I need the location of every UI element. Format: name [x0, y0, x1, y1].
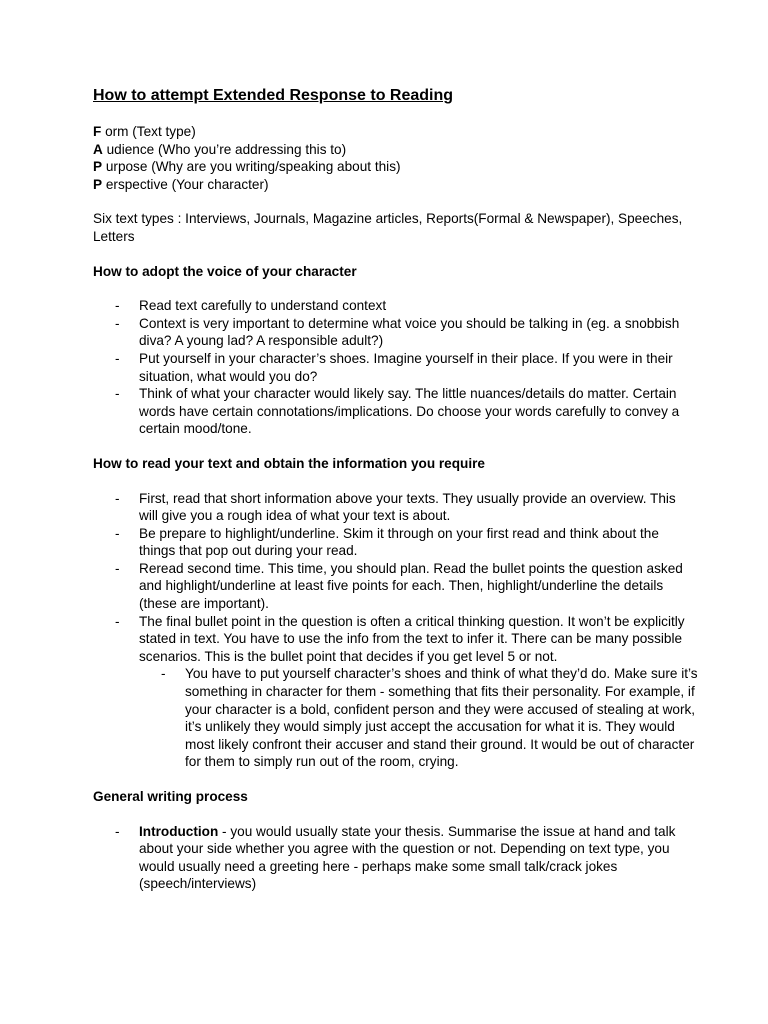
writing-list — [93, 823, 698, 893]
list-item-text: Context is very important to determine what voice you should be talking in (eg. a snobbish diva? A young lad? A responsible adult?) — [139, 315, 680, 349]
faps-letter: P — [93, 176, 103, 192]
section-heading-writing: General writing process — [93, 789, 248, 804]
intro-label: Introduction — [139, 823, 219, 839]
sub-list — [139, 665, 698, 771]
list-item — [93, 490, 698, 525]
document-title: How to attempt Extended Response to Reading — [93, 87, 454, 104]
list-item — [93, 297, 698, 315]
list-item — [93, 385, 698, 438]
dash-bullet: - — [115, 525, 120, 541]
faps-form — [93, 123, 698, 141]
intro-text: - you would usually state your thesis. Summarise the issue at hand and talk about your side whether you agree with the question or not. Depending on text type, you would usually need a greeting here - perhaps make some small talk/crack jokes (speech/interviews) — [139, 823, 676, 892]
dash-bullet: - — [115, 560, 120, 576]
dash-bullet: - — [115, 315, 120, 331]
faps-letter: A — [93, 141, 103, 157]
list-item — [93, 560, 698, 613]
dash-bullet: - — [115, 350, 120, 366]
section-heading-reading: How to read your text and obtain the information you require — [93, 455, 485, 471]
list-item-text: First, read that short information above your texts. They usually provide an overview. This will give you a rough idea of what your text is about. — [139, 490, 676, 524]
text-types-paragraph: Six text types : Interviews, Journals, Magazine articles, Reports(Formal & Newspaper), Speeches, Letters — [93, 211, 683, 244]
dash-bullet: - — [115, 613, 120, 629]
dash-bullet: - — [115, 298, 120, 314]
list-item-text: Reread second time. This time, you should plan. Read the bullet points the question asked and highlight/underline at least five points for each. Then, highlight/underline the details (these are important). — [139, 560, 683, 612]
list-item — [93, 350, 698, 385]
list-item-text: Think of what your character would likely say. The little nuances/details do matter. Certain words have certain connotations/implications. Do choose your words carefully to convey a certain mood/tone. — [139, 386, 680, 437]
list-item-text: The final bullet point in the question is often a critical thinking question. It won’t be explicitly stated in text. You have to use the info from the text to infer it. There can be many possible scenarios. This is the bullet point that decides if you get level 5 or not. — [139, 613, 685, 664]
reading-list — [93, 490, 698, 772]
faps-letter: P — [93, 159, 103, 175]
dash-bullet: - — [161, 666, 166, 682]
faps-text: erspective (Your character) — [102, 176, 269, 192]
list-item-text: Be prepare to highlight/underline. Skim it through on your first read and think about the things that pop out during your read. — [139, 525, 659, 559]
faps-text: udience (Who you’re addressing this to) — [102, 141, 347, 157]
list-item — [93, 613, 698, 771]
sub-list-item-text: You have to put yourself character’s shoes and think of what they’d do. Make sure it’s something in character for them - something that fits their personality. For example, if your character is a bold, confident person and they were accused of stealing at work, it’s unlikely they would simply just accept the accusation for what it is. They would most likely confront their accuser and stand their ground. It would be out of character for them to simply run out of the room, crying. — [185, 666, 698, 770]
faps-perspective — [93, 176, 698, 194]
list-item — [93, 525, 698, 560]
faps-purpose — [93, 158, 698, 176]
list-item — [93, 315, 698, 350]
list-item-text: Read text carefully to understand context — [139, 298, 387, 314]
faps-letter: F — [93, 124, 102, 139]
faps-text: urpose (Why are you writing/speaking about this) — [102, 159, 401, 175]
faps-text: orm (Text type) — [101, 124, 196, 139]
dash-bullet: - — [115, 823, 120, 839]
list-item-text: Put yourself in your character’s shoes. Imagine yourself in their place. If you were in their situation, what would you do? — [139, 350, 673, 384]
sub-list-item — [139, 665, 698, 771]
faps-list — [93, 123, 698, 193]
list-item — [93, 823, 698, 893]
dash-bullet: - — [115, 386, 120, 402]
faps-audience — [93, 141, 698, 159]
voice-list — [93, 297, 698, 438]
dash-bullet: - — [115, 490, 120, 506]
section-heading-voice: How to adopt the voice of your character — [93, 263, 357, 279]
